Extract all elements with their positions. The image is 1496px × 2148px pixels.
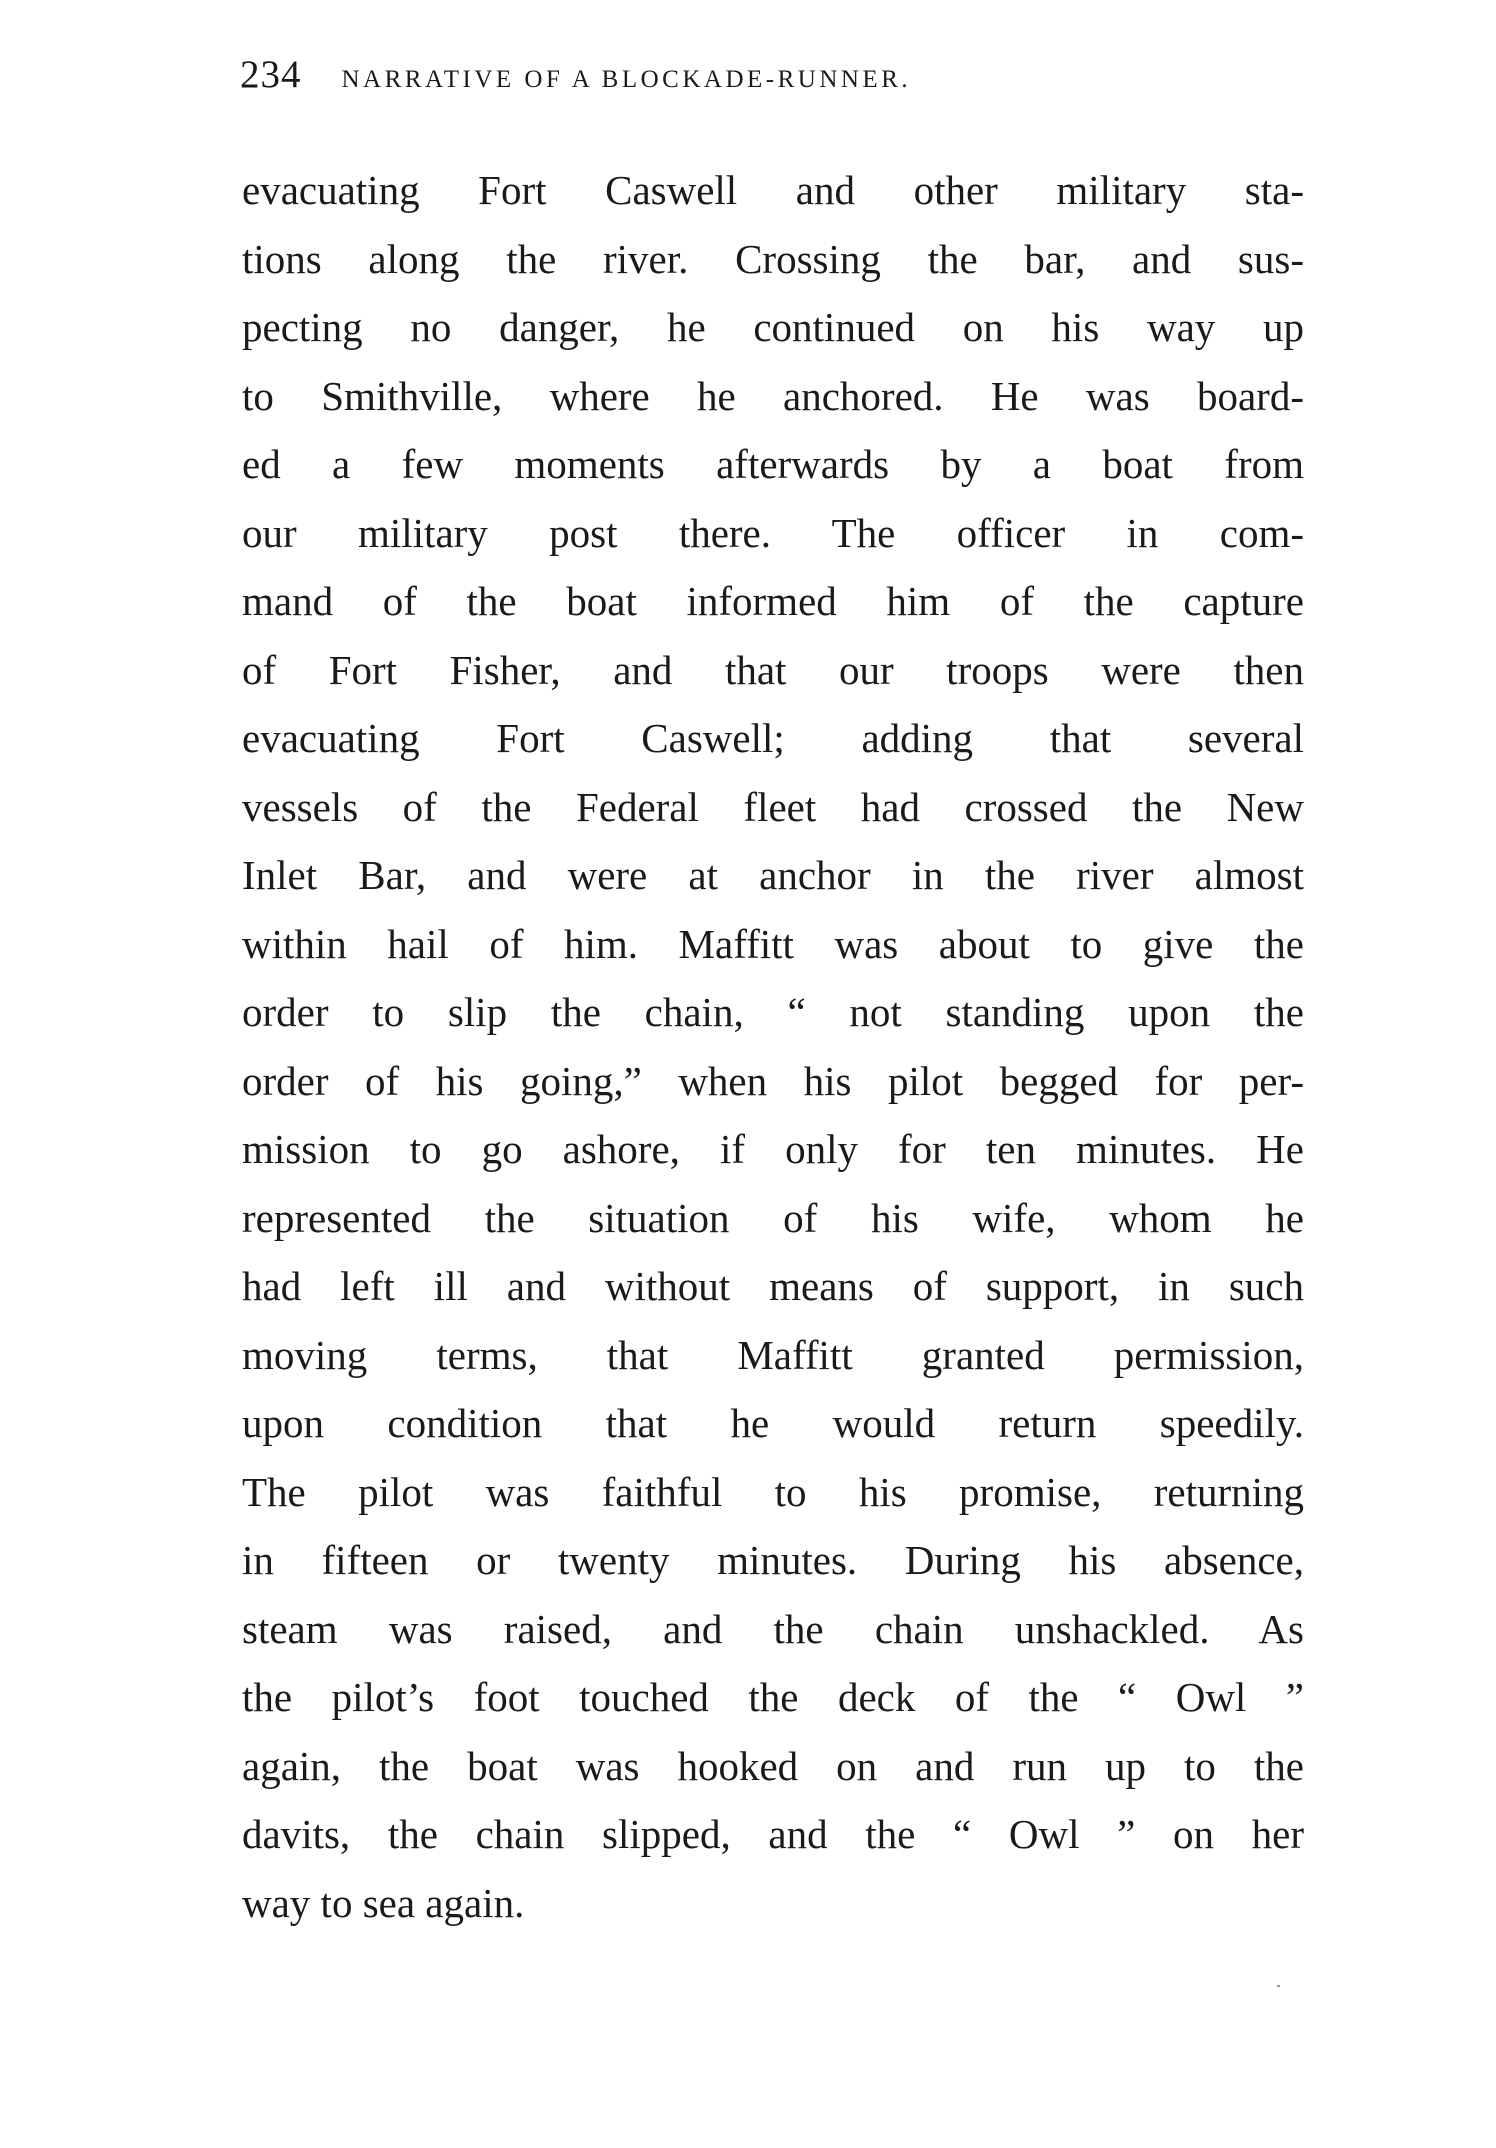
text-line: pecting no danger, he continued on his way up: [242, 304, 1304, 350]
text-line: davits, the chain slipped, and the “ Owl ” on her: [242, 1811, 1304, 1857]
text-line: vessels of the Federal fleet had crossed the New: [242, 783, 1304, 830]
running-head: [240, 52, 1300, 112]
page-number: 234: [240, 53, 302, 96]
text-line: mand of the boat informed him of the capture: [242, 578, 1304, 624]
running-title: NARRATIVE OF A BLOCKADE-RUNNER.: [341, 66, 912, 93]
text-line: tions along the river. Crossing the bar, and sus-: [242, 235, 1304, 282]
text-line: evacuating Fort Caswell; adding that several: [242, 715, 1304, 761]
text-line: to Smithville, where he anchored. He was board-: [242, 372, 1304, 419]
text-line: mission to go ashore, if only for ten minutes. He: [242, 1126, 1304, 1172]
text-line: evacuating Fort Caswell and other military sta-: [242, 167, 1304, 213]
text-line: steam was raised, and the chain unshackled. As: [242, 1605, 1304, 1652]
text-line: of Fort Fisher, and that our troops were then: [242, 646, 1304, 693]
text-line: moving terms, that Maffitt granted permission,: [242, 1331, 1304, 1378]
text-line: our military post there. The officer in com-: [242, 509, 1304, 556]
text-line: again, the boat was hooked on and run up to the: [242, 1742, 1304, 1789]
text-line: The pilot was faithful to his promise, returning: [242, 1468, 1304, 1515]
text-line: upon condition that he would return speedily.: [242, 1400, 1304, 1446]
text-line: the pilot’s foot touched the deck of the “ Owl ”: [242, 1674, 1304, 1720]
text-line: Inlet Bar, and were at anchor in the river almost: [242, 852, 1304, 898]
body-text: [242, 156, 1304, 1937]
text-line: order of his going,” when his pilot begged for per-: [242, 1057, 1304, 1104]
text-line: order to slip the chain, “ not standing upon the: [242, 989, 1304, 1035]
text-line-last: way to sea again.: [242, 1879, 525, 1926]
text-line: in fifteen or twenty minutes. During his absence,: [242, 1537, 1304, 1583]
text-line: represented the situation of his wife, whom he: [242, 1194, 1304, 1241]
text-line: had left ill and without means of support, in such: [242, 1263, 1304, 1309]
text-line: within hail of him. Maffitt was about to give the: [242, 920, 1304, 967]
text-line: ed a few moments afterwards by a boat from: [242, 441, 1304, 487]
paper-speck: [1277, 1985, 1280, 1987]
